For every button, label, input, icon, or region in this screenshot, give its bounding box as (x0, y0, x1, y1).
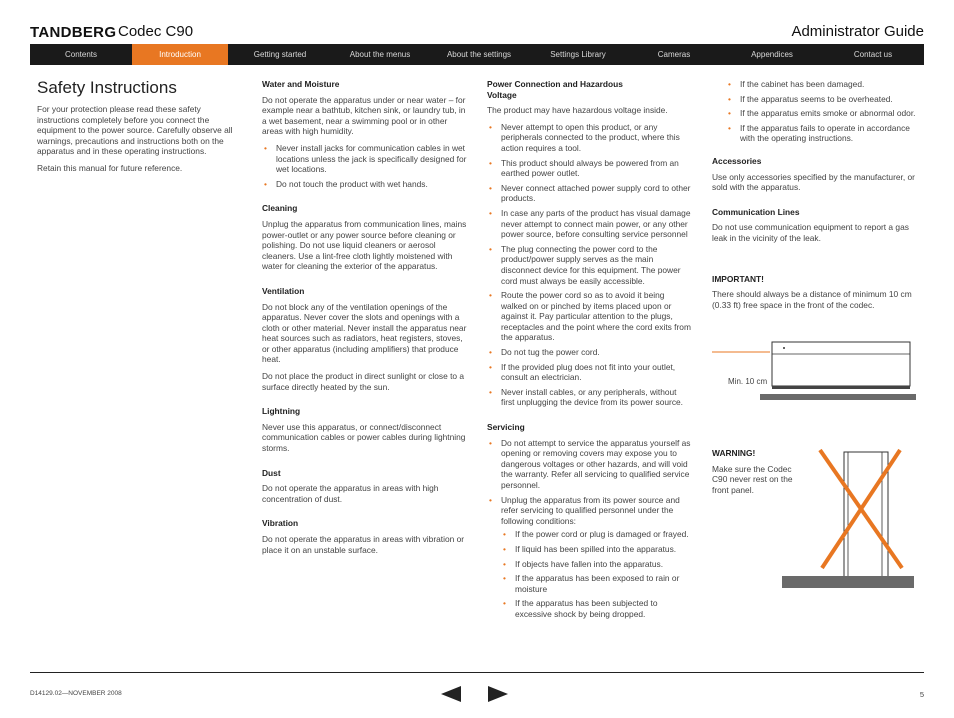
cleaning-section (262, 203, 468, 272)
section-text: Do not operate the apparatus in areas with high concentration of dust. (262, 483, 439, 504)
list-item: • The plug connecting the power cord to the product/power supply serves as the main disconnect device for this equipment. The power cord must always be easily accessible. (487, 244, 691, 286)
sub-list-item: • If objects have fallen into the apparatus. (501, 559, 691, 570)
sub-list-item: • If the apparatus has been subjected to excessive shock by being dropped. (501, 598, 691, 619)
section-heading: Accessories (712, 155, 762, 166)
bullet-list (262, 143, 468, 189)
tab-about-the-menus[interactable]: About the menus (349, 50, 411, 59)
list-item: • Never connect attached power supply cord to other products. (487, 183, 691, 204)
safety-column-3 (487, 79, 691, 634)
list-item: • Never install jacks for communication cables in wet locations unless the jack is specifically designed for wet locations. (262, 143, 468, 175)
section-text: Do not use communication equipment to report a gas leak in the vicinity of the leak. (712, 222, 909, 243)
section-heading (487, 79, 691, 100)
sub-list-item: • If the apparatus emits smoke or abnormal odor. (726, 108, 917, 119)
lightning-section (262, 406, 468, 453)
intro-paragraph: For your protection please read these safety instructions completely before you connect the equipment to the power source. Carefully observe all warnings, precautions and instructions both on the apparatus and in these operating instructions. (37, 104, 233, 157)
sub-bullet-list (501, 529, 691, 619)
tab-appendices[interactable]: Appendices (751, 50, 793, 59)
sub-list-item: • If the apparatus has been exposed to rain or moisture (501, 573, 691, 594)
section-heading: Ventilation (262, 285, 305, 296)
servicing-continued-list (712, 79, 917, 144)
water-section (262, 79, 468, 189)
section-heading: Water and Moisture (262, 79, 340, 89)
brand-logo: TANDBERG (30, 24, 117, 41)
tab-introduction[interactable]: Introduction (132, 44, 228, 65)
list-item: • This product should always be powered from an earthed power outlet. (487, 158, 691, 179)
tab-contact-us[interactable]: Contact us (853, 50, 893, 59)
document-id: D14129.02—NOVEMBER 2008 (30, 690, 122, 697)
sub-list-item: • If the apparatus fails to operate in accordance with the operating instructions. (726, 123, 917, 144)
intro-column (37, 79, 240, 180)
important-section (712, 274, 917, 311)
section-heading: IMPORTANT! (712, 273, 764, 284)
clearance-figure (712, 334, 920, 400)
guide-title: Administrator Guide (791, 23, 924, 40)
tab-getting-started[interactable]: Getting started (253, 50, 307, 59)
section-text: Never use this apparatus, or connect/disconnect communication cables or power cables during lightning storms. (262, 421, 466, 454)
page-title: Safety Instructions (37, 78, 177, 97)
section-text: Unplug the apparatus from communication lines, mains power-outlet or any power source before cleaning or polishing. Do not use liquid cleaners or aerosol cleaners. Use a lint-free cloth lightly moistened with water for cleaning the exterior of the apparatus. (262, 218, 467, 272)
vibration-section (262, 518, 468, 555)
page-number: 5 (919, 690, 924, 699)
list-item: • Route the power cord so as to avoid it being walked on or pinched by items placed upon or against it. Pay particular attention to the plugs, receptacles and the point where the cord exits from the apparatus. (487, 290, 691, 343)
tab-contents[interactable]: Contents (64, 50, 98, 59)
nav-bar (30, 44, 924, 65)
list-item: • Never install cables, or any peripherals, without first unplugging the device from its power source. (487, 387, 691, 408)
section-text: Do not operate the apparatus in areas with vibration or place it on an unstable surface. (262, 534, 465, 555)
servicing-section (487, 422, 691, 620)
section-text: Do not place the product in direct sunlight or close to a surface directly heated by the sun. (262, 371, 465, 392)
figure-label: Min. 10 cm (728, 377, 768, 386)
section-heading: Communication Lines (712, 206, 800, 217)
accessories-section (712, 156, 917, 193)
tab-settings-library[interactable]: Settings Library (550, 50, 606, 59)
section-heading: Lightning (262, 406, 301, 417)
section-heading: Servicing (487, 422, 525, 433)
section-text: The product may have hazardous voltage inside. (487, 105, 668, 116)
safety-column-4 (712, 79, 917, 324)
section-heading: Cleaning (262, 203, 298, 214)
list-item: • If the provided plug does not fit into your outlet, consult an electrician. (487, 362, 691, 383)
heading-line: Voltage (487, 89, 517, 100)
bullet-list (487, 438, 691, 620)
tab-about-the-settings[interactable]: About the settings (446, 50, 512, 59)
sub-list-item: • If the apparatus seems to be overheated. (726, 94, 917, 105)
section-heading: WARNING! (712, 448, 756, 458)
retain-note: Retain this manual for future reference. (37, 162, 183, 173)
ventilation-section (262, 286, 468, 392)
list-item: • Do not touch the product with wet hands. (262, 179, 468, 190)
power-section (487, 79, 691, 408)
sub-list-item: • If the cabinet has been damaged. (726, 79, 917, 90)
list-item: • Do not tug the power cord. (487, 347, 691, 358)
footer-divider (30, 672, 924, 673)
section-text: Do not operate the apparatus under or near water – for example near a bathtub, kitchen sink, or laundry tub, in a wet basement, near a swimming pool or in other areas with high humidity. (262, 94, 466, 137)
next-page-arrow-icon[interactable] (488, 686, 508, 702)
previous-page-arrow-icon[interactable] (441, 686, 461, 702)
bullet-list (487, 122, 691, 408)
sub-list-item: • If the power cord or plug is damaged or frayed. (501, 529, 691, 540)
section-text: Use only accessories specified by the manufacturer, or sold with the apparatus. (712, 171, 915, 193)
section-heading: Dust (262, 467, 281, 478)
product-name: Codec C90 (118, 23, 194, 40)
list-item: • Do not attempt to service the apparatus yourself as opening or removing covers may expose you to dangerous voltages or other hazards, and will void the warranty. Refer all servicing to qualified service personnel. (487, 438, 691, 491)
section-text: There should always be a distance of minimum 10 cm (0.33 ft) free space in the front of the codec. (712, 289, 912, 310)
page-header (30, 22, 924, 44)
safety-column-2 (262, 79, 468, 569)
codec-clearance-illustration (712, 334, 920, 400)
sub-list-item: • If liquid has been spilled into the apparatus. (501, 544, 691, 555)
front-panel-warning-figure (782, 440, 918, 590)
heading-line: Power Connection and Hazardous (487, 79, 623, 89)
section-heading: Vibration (262, 518, 299, 529)
communication-section (712, 207, 917, 244)
codec-upright-crossed-illustration (782, 440, 918, 590)
tab-cameras[interactable]: Cameras (657, 50, 691, 59)
dust-section (262, 468, 468, 505)
section-text: Do not block any of the ventilation openings of the apparatus. Never cover the slots and openings with a cloth or other material. Never install the apparatus near heat sources such as radiators, heat registers, stoves, or other apparatus (including amplifiers) that produce heat. (262, 301, 467, 365)
list-item: • In case any parts of the product has visual damage never attempt to connect main power, or any other power source, before consulting service personnel (487, 208, 691, 240)
list-item-text: Unplug the apparatus from its power source and refer servicing to qualified personnel under the following conditions: (501, 494, 680, 526)
section-text: Make sure the Codec C90 never rest on the front panel. (712, 463, 793, 495)
list-item: • Never attempt to open this product, or any peripherals connected to the product, where this action requires a tool. (487, 122, 691, 154)
list-item (487, 495, 691, 620)
